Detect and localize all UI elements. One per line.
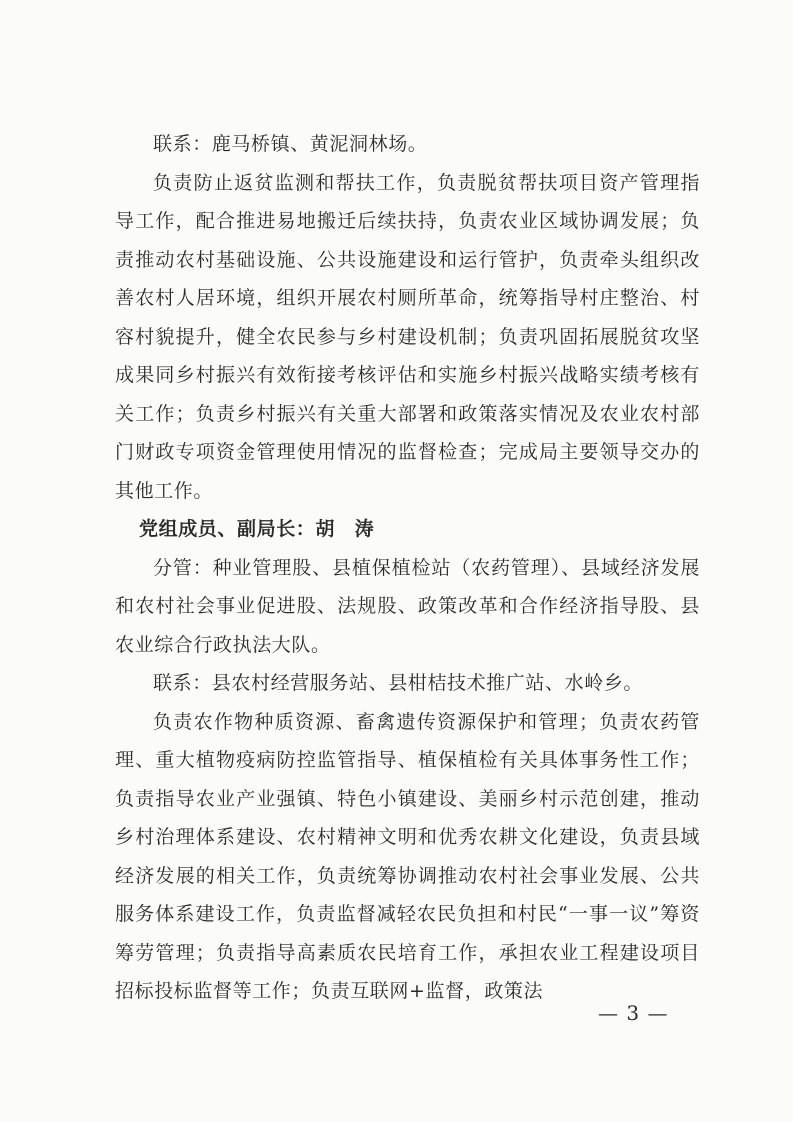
paragraph-responsibility: 分管：种业管理股、县植保植检站（农药管理）、县域经济发展和农村社会事业促进股、法规股、政策改革和合作经济指导股、县农业综合行政执法大队。 (115, 556, 700, 656)
paragraph-duties-1: 负责防止返贫监测和帮扶工作，负责脱贫帮扶项目资产管理指导工作，配合推进易地搬迁后续扶持，负责农业区域协调发展；负责推动农村基础设施、公共设施建设和运行管护，负责牵头组织改善农村人居环境，组织开展农村厕所革命，统筹指导村庄整治、村容村貌提升，健全农民参与乡村建设机制；负责巩固拓展脱贫攻坚成果同乡村振兴有效衔接考核评估和实施乡村振兴战略实绩考核有关工作；负责乡村振兴有关重大部署和政策落实情况及农业农村部门财政专项资金管理使用情况的监督检查；完成局主要领导交办的其他工作。 (115, 171, 700, 502)
body-text (115, 125, 700, 1011)
section-heading: 党组成员、副局长：胡 涛 (139, 518, 375, 540)
paragraph-contact-1: 联系：鹿马桥镇、黄泥洞林场。 (153, 133, 428, 155)
page-number: — 3 — (598, 1001, 669, 1025)
paragraph-contact-2: 联系：县农村经营服务站、县柑桔技术推广站、水岭乡。 (153, 672, 644, 694)
paragraph-duties-2: 负责农作物种质资源、畜禽遗传资源保护和管理；负责农药管理、重大植物疫病防控监管指导、植保植检有关具体事务性工作；负责指导农业产业强镇、特色小镇建设、美丽乡村示范创建，推动乡村治理体系建设、农村精神文明和优秀农耕文化建设，负责县域经济发展的相关工作，负责统筹协调推动农村社会事业发展、公共服务体系建设工作，负责监督减轻农民负担和村民“一事一议”筹资筹劳管理；负责指导高素质农民培育工作，承担农业工程建设项目招标投标监督等工作；负责互联网+监督，政策法 (115, 710, 700, 1002)
